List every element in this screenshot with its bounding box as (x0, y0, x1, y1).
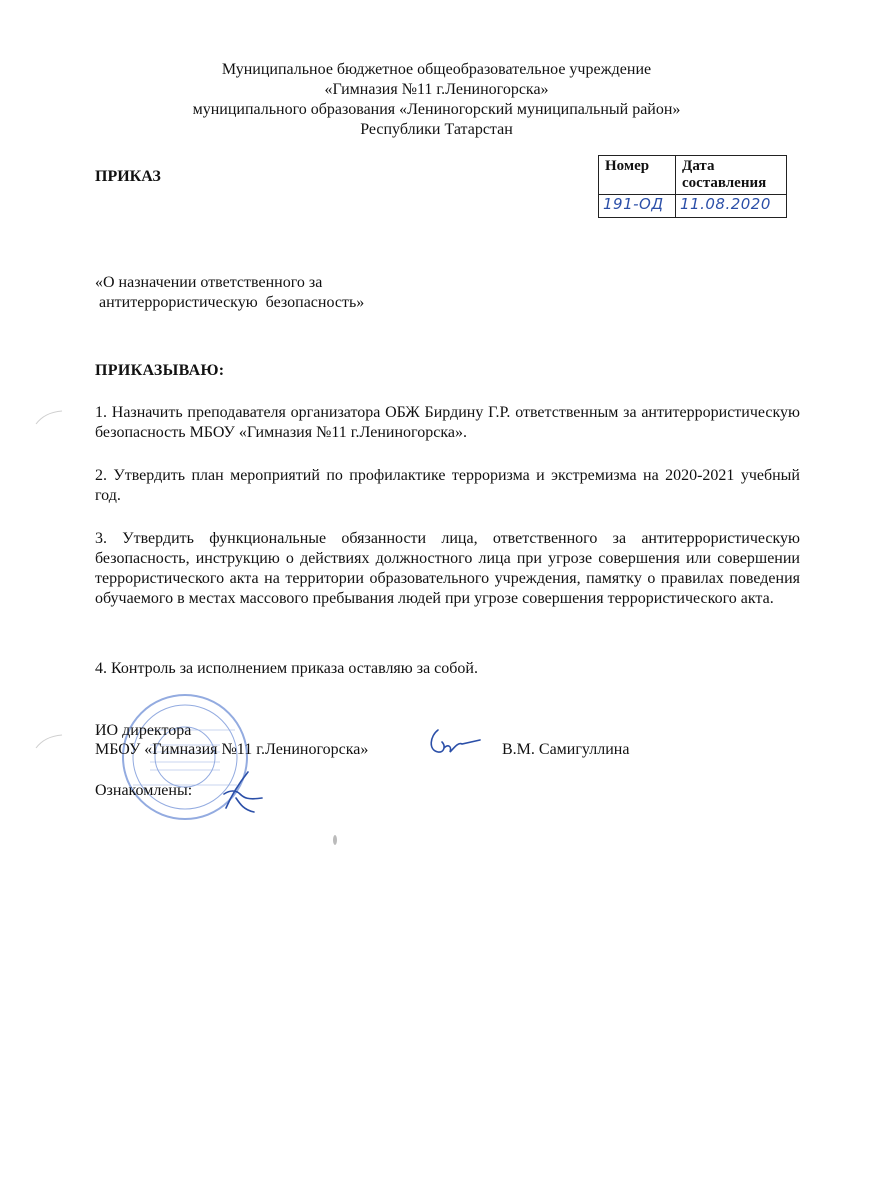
date-header-line-2: составления (682, 175, 767, 191)
number-header: Номер (599, 156, 676, 195)
scan-margin-mark (34, 732, 64, 752)
order-subject (95, 273, 364, 313)
order-title: ПРИКАЗ (95, 168, 161, 185)
date-header (676, 156, 787, 195)
subject-line-1: «О назначении ответственного за (95, 274, 323, 291)
order-item-4: 4. Контроль за исполнением приказа оставляю за собой. (95, 660, 478, 677)
order-item-2: 2. Утвердить план мероприятий по профилактике терроризма и экстремизма на 2020-2021 учебный год. (95, 467, 800, 504)
director-signature (424, 722, 484, 764)
org-line-3: муниципального образования «Лениногорский муниципальный район» (192, 101, 681, 118)
signer-position-line-1: ИО директора (95, 722, 192, 739)
registration-table (598, 155, 787, 218)
document-header (0, 60, 873, 140)
acknowledged-label: Ознакомлены: (95, 782, 193, 799)
decree-heading: ПРИКАЗЫВАЮ: (95, 362, 225, 379)
order-date-value: 11.08.2020 (676, 195, 787, 218)
order-item-1: 1. Назначить преподавателя организатора ОБЖ Бирдину Г.Р. ответственным за антитеррористическую безопасность МБОУ «Гимназия №11 г.Лениногорска». (95, 404, 800, 441)
subject-line-2: антитеррористическую безопасность» (95, 294, 365, 311)
employee-signature (214, 768, 266, 816)
order-number-value: 191-ОД (599, 195, 676, 218)
order-item-3: 3. Утвердить функциональные обязанности лица, ответственного за антитеррористическую безопасность, инструкцию о действиях должностного лица при угрозе совершения или совершении террористического акта на территории образовательного учреждения, памятку о правилах поведения обучаемого в местах массового пребывания людей при угрозе совершения террористического акта. (95, 530, 800, 607)
signer-name: В.М. Самигуллина (502, 741, 630, 758)
org-line-4: Республики Татарстан (360, 121, 513, 138)
scan-dust-mark (330, 830, 340, 850)
signer-position-line-2: МБОУ «Гимназия №11 г.Лениногорска» (95, 741, 369, 758)
org-line-2: «Гимназия №11 г.Лениногорска» (324, 81, 549, 98)
org-line-1: Муниципальное бюджетное общеобразовательное учреждение (221, 61, 652, 78)
date-header-line-1: Дата (682, 158, 715, 174)
scan-margin-mark (34, 408, 64, 428)
